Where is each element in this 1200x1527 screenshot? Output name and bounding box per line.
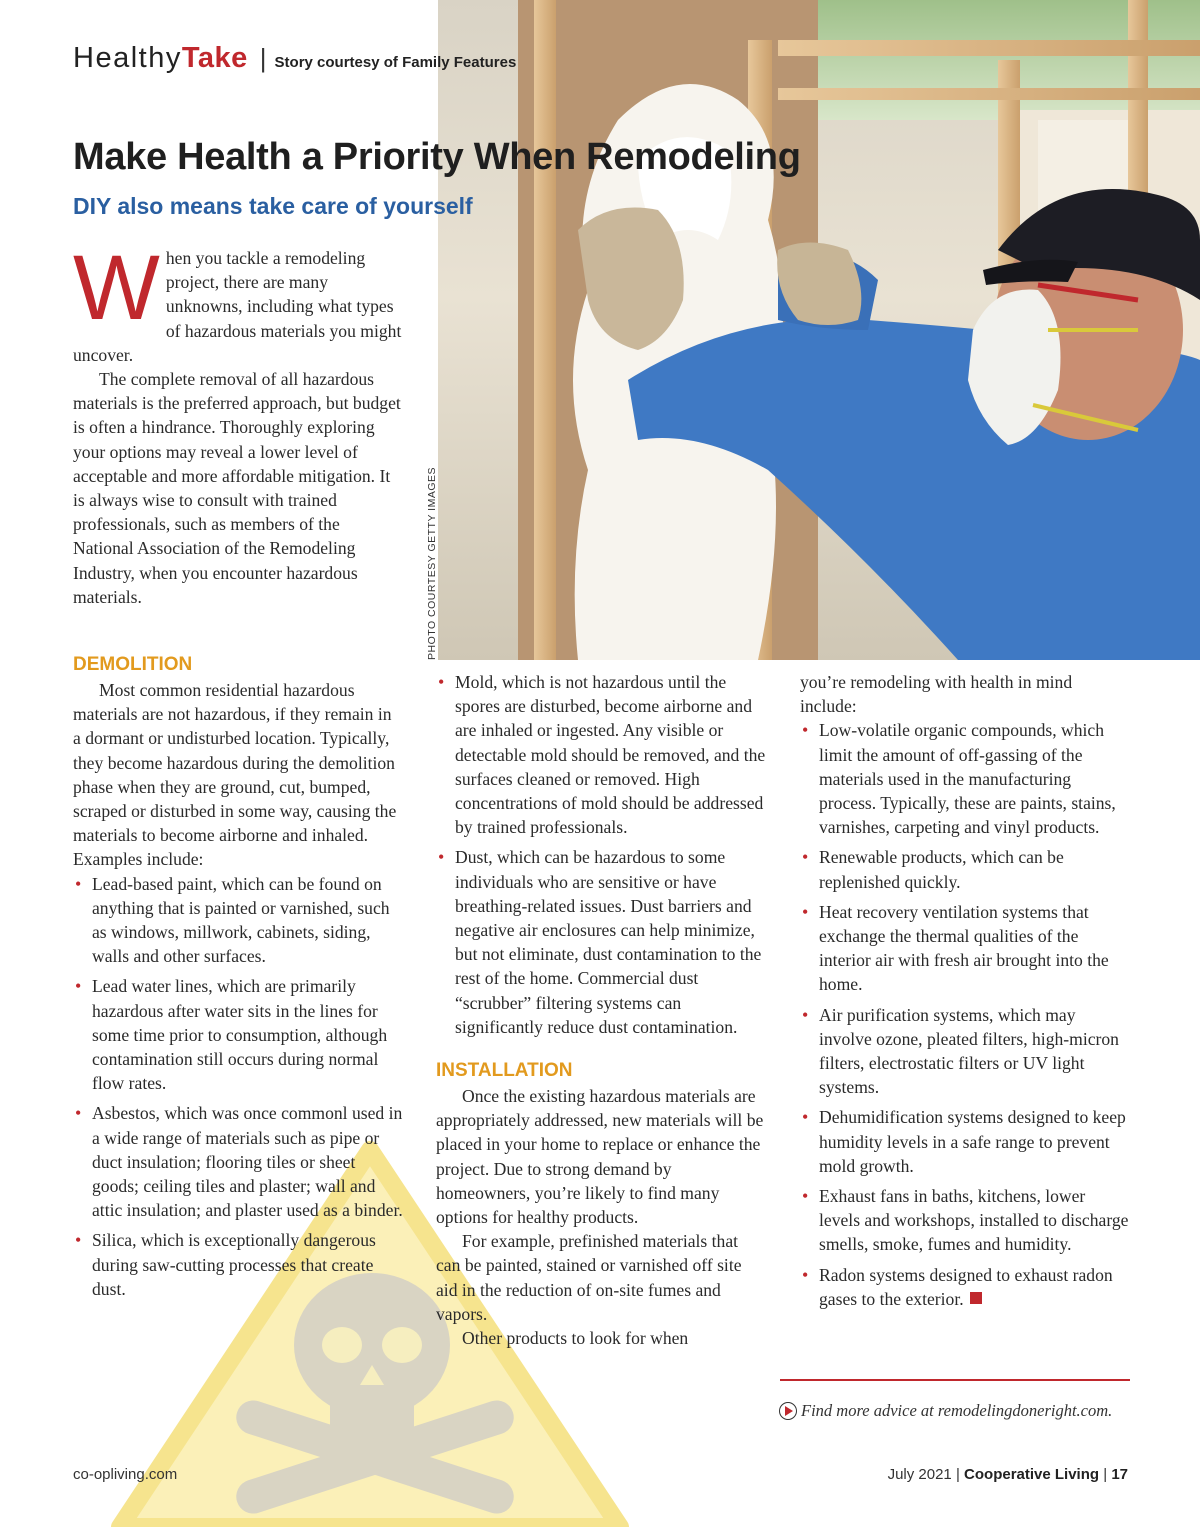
right-column: [800, 670, 1130, 1317]
installation-paragraph-3-start: Other products to look for when: [462, 1328, 689, 1349]
list-item: • Air purification systems, which may involve ozone, pleated filters, high-micron filters, electrostatic filters or UV light systems.: [800, 1003, 1130, 1100]
healthy-products-list: [800, 718, 1130, 1311]
list-item-text: Radon systems designed to exhaust radon gases to the exterior.: [819, 1264, 1113, 1309]
kicker-healthy: Healthy: [73, 42, 182, 74]
list-item: • Lead water lines, which are primarily hazardous after water sits in the lines for some time prior to consumption, although contamination still occurs during normal flow rates.: [73, 974, 403, 1095]
demolition-column: [73, 653, 403, 1307]
end-mark-icon: [970, 1292, 982, 1304]
divider-rule: [780, 1379, 1130, 1381]
article-subtitle: DIY also means take care of yourself: [73, 193, 473, 219]
list-item: • Low-volatile organic compounds, which limit the amount of off-gassing of the materials used in the manufacturing process. Typically, these are paints, stains, varnishes, carpeting and vinyl products.: [800, 718, 1130, 839]
installation-paragraph-3-cont: you’re remodeling with health in mind include:: [800, 672, 1073, 717]
list-item: • Renewable products, which can be replenished quickly.: [800, 845, 1130, 893]
kicker-take: Take: [181, 42, 248, 74]
middle-column: [436, 670, 766, 1350]
worker-illustration: [438, 0, 1200, 660]
intro-paragraph-2: The complete removal of all hazardous materials is the preferred approach, but budget is often a hindrance. Thoroughly exploring your options may reveal a lower level of acceptable and more affordable mitigation. It is always wise to consult with trained professionals, such as members of the National Association of the Remodeling Industry, when you encounter hazardous materials.: [73, 369, 401, 607]
insulation-photo: [438, 0, 1200, 660]
list-item-last: [800, 1263, 1130, 1311]
list-item: • Mold, which is not hazardous until the spores are disturbed, become airborne and are inhaled or ingested. Any visible or detectable mold should be removed, and the surfaces cleaned or removed. High concentrations of mold should be addressed by trained professionals.: [436, 670, 766, 839]
kicker-separator: |: [259, 43, 267, 73]
play-arrow-icon: [779, 1402, 797, 1420]
intro-column: [73, 237, 403, 609]
list-item: • Silica, which is exceptionally dangerous during saw-cutting processes that create dust.: [73, 1228, 403, 1301]
demolition-list-2: [436, 670, 766, 1039]
footer-magazine: Cooperative Living: [964, 1466, 1100, 1483]
page-number: 17: [1111, 1466, 1128, 1483]
story-credit: Story courtesy of Family Features: [274, 54, 517, 71]
footer-date: July 2021: [887, 1466, 952, 1483]
list-item: • Dehumidification systems designed to keep humidity levels in a safe range to prevent mold growth.: [800, 1105, 1130, 1178]
list-item: • Lead-based paint, which can be found on anything that is painted or varnished, such as windows, millwork, cabinets, siding, walls and other surfaces.: [73, 872, 403, 969]
footer-website[interactable]: co-opliving.com: [73, 1466, 178, 1483]
installation-heading: INSTALLATION: [436, 1060, 573, 1082]
footer-separator: |: [1103, 1466, 1108, 1483]
photo-credit: PHOTO COURTESY GETTY IMAGES: [426, 466, 438, 660]
installation-paragraph-2: For example, prefinished materials that can be painted, stained or varnished off site aid in the reduction of on-site fumes and vapors.: [436, 1231, 742, 1324]
more-advice-text: Find more advice at remodelingdoneright.com.: [801, 1401, 1113, 1420]
demolition-paragraph: Most common residential hazardous materials are not hazardous, if they remain in a dormant or undisturbed location. Typically, they become hazardous during the demolition phase when they are ground, cut, bumped, scraped or disturbed in some way, causing the materials to become airborne and inhaled. Examples include:: [73, 680, 397, 870]
dropcap: W: [73, 237, 160, 339]
intro-paragraph-1: [73, 237, 403, 367]
demolition-heading: DEMOLITION: [73, 654, 193, 675]
footer-folio: [888, 1466, 1128, 1483]
intro-text-1: hen you tackle a remodeling project, there are many unknowns, including what types of hazardous materials you might uncover.: [73, 248, 402, 365]
demolition-list-1: [73, 872, 403, 1301]
list-item: • Dust, which can be hazardous to some individuals who are sensitive or have breathing-related issues. Dust barriers and negative air enclosures can help minimize, but not eliminate, dust contamination to the rest of the home. Commercial dust “scrubber” filtering systems can significantly reduce dust contamination.: [436, 845, 766, 1039]
list-item: • Asbestos, which was once commonl used in a wide range of materials such as pipe or duct insulation; flooring tiles or sheet goods; ceiling tiles and plaster; wall and attic insulation; and plaster used as a binder.: [73, 1101, 403, 1222]
list-item: • Exhaust fans in baths, kitchens, lower levels and workshops, installed to discharge smells, smoke, fumes and humidity.: [800, 1184, 1130, 1257]
installation-paragraph-1: Once the existing hazardous materials are appropriately addressed, new materials will be placed in your home to replace or enhance the project. Due to strong demand by homeowners, you’re likely to find many options for healthy products.: [436, 1086, 764, 1228]
more-advice-link[interactable]: [779, 1401, 1112, 1421]
article-title: Make Health a Priority When Remodeling: [73, 136, 801, 178]
section-kicker: [73, 42, 516, 75]
list-item: • Heat recovery ventilation systems that exchange the thermal qualities of the interior air with fresh air brought into the home.: [800, 900, 1130, 997]
footer-separator: |: [955, 1466, 960, 1483]
